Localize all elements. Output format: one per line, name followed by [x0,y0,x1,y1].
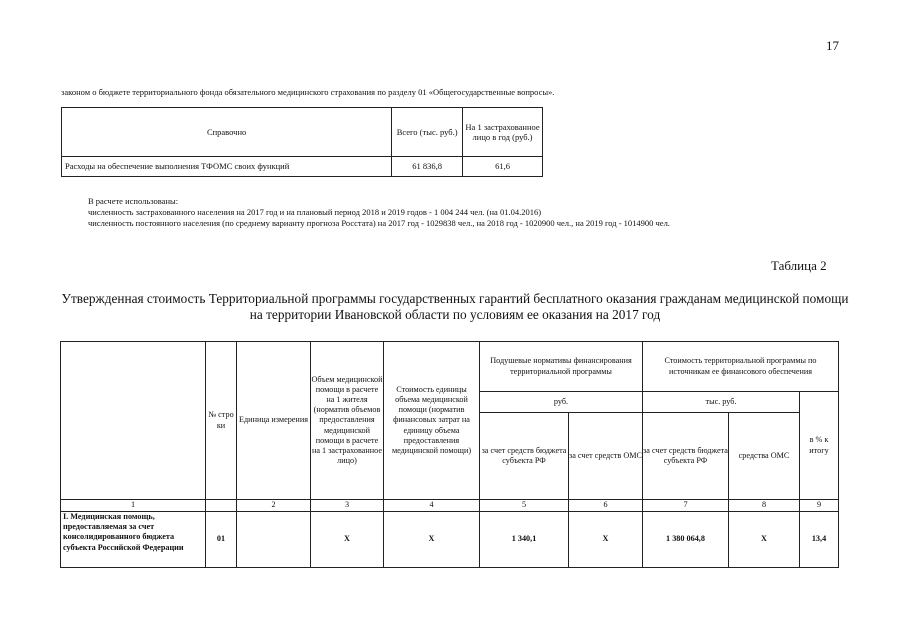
row-name: I. Медицинская помощь, предоставляемая за счет консолидированного бюджета субъекта Российской Федерации [61,512,206,568]
header-unit: Единица измерения [237,342,311,500]
main-title: Утвержденная стоимость Территориальной программы государственных гарантий бесплатного оказания гражданам медицинской помощи на территории Ивановской области по условиям ее оказания на 2017 год [61,291,849,322]
column-number: 5 [480,500,569,512]
row-percent: 13,4 [800,512,839,568]
ref-row-total: 61 836,8 [392,157,463,177]
column-number: 6 [569,500,643,512]
row-budget-thousand: 1 380 064,8 [643,512,729,568]
ref-row-label: Расходы на обеспечение выполнения ТФОМС своих функций [62,157,392,177]
calculation-note-line: численность постоянного населения (по среднему варианту прогноза Росстата) на 2017 год - 1029838 чел., на 2018 год - 1020900 чел., на 2019 год - 1014900 чел. [88,218,670,228]
calculation-note-line: численность застрахованного населения на 2017 год и на плановый период 2018 и 2019 годов - 1 004 244 чел. (на 01.04.2016) [88,207,542,217]
row-no: 01 [206,512,237,568]
column-number: 8 [729,500,800,512]
header-budget-rf-2: за счет средств бюджета субъекта РФ [643,413,729,500]
row-volume: Х [311,512,384,568]
column-number: 7 [643,500,729,512]
column-number [206,500,237,512]
reference-table [61,107,543,177]
table-number: Таблица 2 [771,258,827,273]
intro-text: законом о бюджете территориального фонда обязательного медицинского страхования по разделу 01 «Общегосударственные вопросы». [61,87,555,97]
header-thousand-rub: тыс. руб. [643,392,800,413]
header-percent: в % к итогу [800,392,839,500]
ref-row-per-insured: 61,6 [463,157,543,177]
row-unit [237,512,311,568]
row-oms-thousand: Х [729,512,800,568]
header-volume: Объем медицинской помощи в расчете на 1 жителя (норматив объемов предоставления медицинской помощи в расчете на 1 застрахованное лицо) [311,342,384,500]
page-number: 17 [826,38,839,53]
column-number: 3 [311,500,384,512]
column-number: 4 [384,500,480,512]
ref-header-total: Всего (тыс. руб.) [392,108,463,157]
ref-header-label: Справочно [62,108,392,157]
header-row-no: № стро ки [206,342,237,500]
header-oms-2: средства ОМС [729,413,800,500]
header-per-capita: Подушевые нормативы финансирования территориальной программы [480,342,643,392]
calculation-note [88,196,670,229]
header-oms: за счет средств ОМС [569,413,643,500]
row-oms-rub: Х [569,512,643,568]
column-number: 2 [237,500,311,512]
calculation-note-heading: В расчете использованы: [88,196,179,206]
header-budget-rf: за счет средств бюджета субъекта РФ [480,413,569,500]
table-row [61,512,839,568]
column-number: 9 [800,500,839,512]
header-cost: Стоимость единицы объема медицинской помощи (норматив финансовых затрат на единицу объема предоставления медицинской помощи) [384,342,480,500]
header-rub: руб. [480,392,643,413]
header-row-name [61,342,206,500]
row-cost: Х [384,512,480,568]
header-program-cost: Стоимость территориальной программы по источникам ее финансового обеспечения [643,342,839,392]
main-table [60,341,839,568]
ref-header-per-insured: На 1 застрахованное лицо в год (руб.) [463,108,543,157]
column-number: 1 [61,500,206,512]
row-budget-rub: 1 340,1 [480,512,569,568]
